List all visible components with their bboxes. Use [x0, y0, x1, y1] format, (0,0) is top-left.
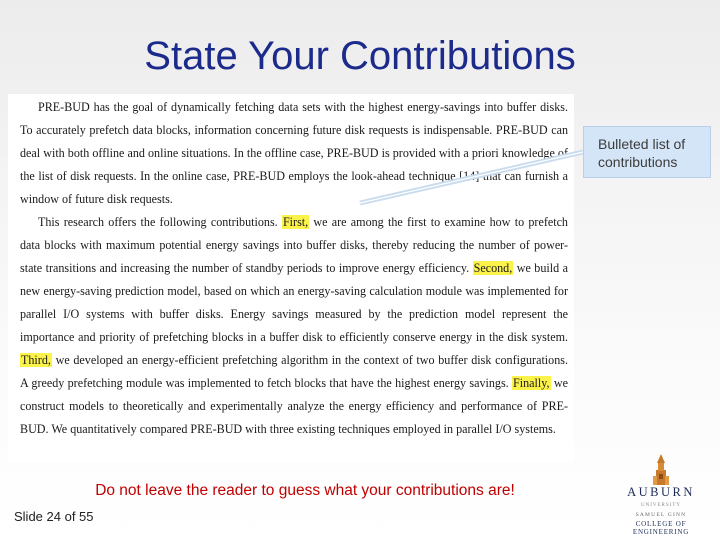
tower-icon	[610, 452, 712, 486]
paragraph-text: we build a new energy-saving prediction model, based on which an energy-saving calculation module was implemented for parallel I/O systems with buffer disks. Energy savings measured by the prediction model represent the importance and priority of prefetching blocks in a buffer disk to efficiently conserve energy in the disk system.	[20, 261, 568, 344]
highlight-third: Third,	[21, 353, 51, 367]
university-logo	[610, 452, 712, 536]
warning-text: Do not leave the reader to guess what your contributions are!	[95, 482, 515, 499]
excerpt-paragraph-2	[20, 211, 568, 441]
logo-line-3: SAMUEL GINN	[635, 512, 687, 518]
paragraph-text: we construct models to theoretically and experimentally analyze the energy efficiency and performance of PRE-BUD. We quantitatively compared PRE-BUD with three existing techniques employed in parallel I/O systems.	[20, 376, 568, 436]
highlight-finally: Finally,	[513, 376, 550, 390]
paragraph-text: we developed an energy-efficient prefetching algorithm in the context of two buffer disk configurations. A greedy prefetching module was implemented to fetch blocks that have the highest energy savings.	[20, 353, 568, 390]
highlight-first: First,	[282, 215, 309, 229]
logo-wordmark: AUBURN	[627, 485, 695, 499]
callout-box: Bulleted list of contributions	[583, 126, 711, 178]
logo-line-2: UNIVERSITY	[641, 503, 681, 508]
highlight-second: Second,	[473, 261, 513, 275]
logo-line-4: COLLEGE OF ENGINEERING	[632, 520, 690, 536]
excerpt-paragraph-1: PRE-BUD has the goal of dynamically fetching data sets with the highest energy-savings into buffer disks. To accurately prefetch data blocks, information concerning future disk requests is indispensable. PRE-BUD can deal with both offline and online situations. In the offline case, PRE-BUD is provided with a priori knowledge of the list of disk requests. In the online case, PRE-BUD employs the look-ahead technique [14] that can furnish a window of future disk requests.	[20, 100, 568, 206]
paper-excerpt	[8, 94, 574, 462]
paragraph-text: This research offers the following contributions.	[38, 215, 282, 229]
paragraph-text: we are among the first to examine how to prefetch data blocks with maximum potential energy savings into buffer disks, thereby reducing the number of power-state transitions and increasing the number of standby periods to improve energy efficiency.	[20, 215, 568, 275]
slide-number: Slide 24 of 55	[14, 509, 94, 524]
slide-title: State Your Contributions	[144, 34, 576, 78]
